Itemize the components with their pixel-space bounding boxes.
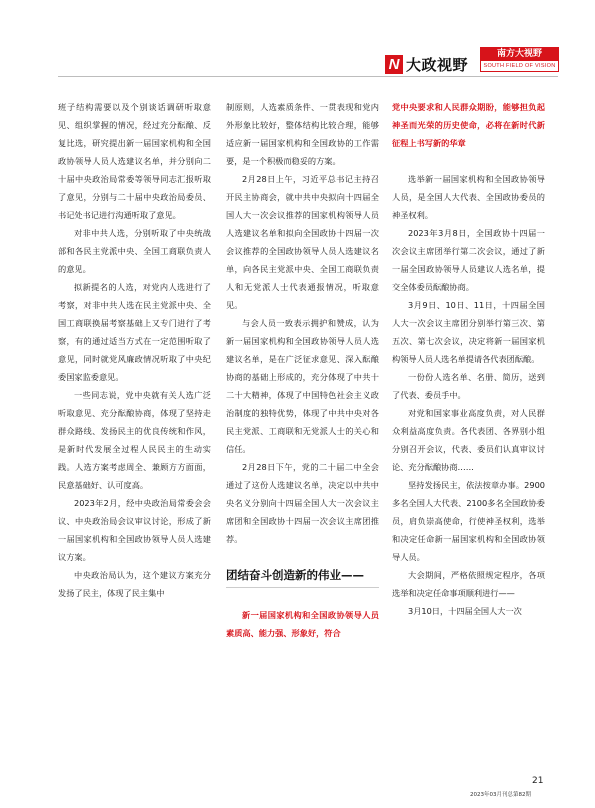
paragraph: 3月9日、10日、11日，十四届全国人大一次会议主席团分别举行第三次、第五次、第七次会议，决定将新一届国家机构领导人员人选名单提请各代表团酝酿。 <box>392 300 545 364</box>
paragraph: 3月10日，十四届全国人大一次 <box>407 606 522 616</box>
column-1 <box>58 98 211 602</box>
brand-name: 南方大视野 <box>481 48 558 61</box>
header-divider <box>58 76 558 77</box>
masthead-logo <box>385 49 557 78</box>
paragraph: 2023年3月8日，全国政协十四届一次会议主席团举行第二次会议，通过了新一届全国政协领导人员建议人选名单，提交全体委员酝酿协商。 <box>392 228 545 292</box>
paragraph: 选举新一届国家机构和全国政协领导人员，是全国人大代表、全国政协委员的神圣权利。 <box>392 174 545 220</box>
highlight-paragraph: 新一届国家机构和全国政协领导人员素质高、能力强、形象好，符合 <box>226 610 379 638</box>
paragraph: 对党和国家事业高度负责，对人民群众利益高度负责。各代表团、各界别小组分别召开会议，代表、委员们认真审议讨论、充分酝酿协商…… <box>392 408 545 472</box>
paragraph: 制原则，人选素质条件、一贯表现和党内外形象比较好，整体结构比较合理，能够适应新一届国家机构和全国政协的工作需要，是一个积极而稳妥的方案。 <box>226 102 379 166</box>
brand-box <box>480 47 559 72</box>
heading-rule <box>226 587 379 588</box>
logo-n-mark: N <box>385 55 403 74</box>
paragraph: 2月28日下午，党的二十届二中全会通过了这份人选建议名单，决定以中共中央名义分别向十四届全国人大一次会议主席团和全国政协十四届一次会议主席团推荐。 <box>226 462 379 544</box>
paragraph: 中央政治局认为，这个建议方案充分发扬了民主，体现了民主集中 <box>58 570 211 598</box>
column-2 <box>226 98 379 642</box>
paragraph: 对非中共人选，分别听取了中央统战部和各民主党派中央、全国工商联负责人的意见。 <box>58 228 211 274</box>
paragraph: 2023年2月，经中央政治局常委会会议、中央政治局会议审议讨论，形成了新一届国家机构和全国政协领导人员人选建议方案。 <box>58 498 211 562</box>
spacer <box>392 152 545 170</box>
column-3 <box>392 98 545 620</box>
paragraph: 大会期间，严格依照规定程序，各项选举和决定任命事项顺利进行—— <box>392 570 545 598</box>
paragraph: 班子结构需要以及个别谈话调研听取意见、组织掌握的情况，经过充分酝酿、反复比选，研究提出新一届国家机构和全国政协领导人员人选建议名单，并分别向二十届中央政治局常委等领导同志汇报听取了意见，分别与二十届中央政治局委员、书记处书记进行沟通听取了意见。 <box>58 102 211 220</box>
section-heading: 团结奋斗创造新的伟业—— <box>226 568 364 582</box>
paragraph: 2月28日上午，习近平总书记主持召开民主协商会，就中共中央拟向十四届全国人大一次会议推荐的国家机构领导人员人选建议名单和拟向全国政协十四届一次会议推荐的全国政协领导人员人选建议名单，向各民主党派中央、全国工商联负责人和无党派人士代表通报情况，听取意见。 <box>226 174 379 310</box>
paragraph: 一些同志说，党中央就有关人选广泛听取意见、充分酝酿协商，体现了坚持走群众路线、发扬民主的优良传统和作风，是新时代发展全过程人民民主的生动实践。人选方案考虑周全、兼顾方方面面，民意基础好、认可度高。 <box>58 390 211 490</box>
spacer <box>226 548 379 566</box>
brand-subtitle: SOUTH FIELD OF VISION <box>483 63 556 69</box>
paragraph: 一份份人选名单、名册、简历，送到了代表、委员手中。 <box>392 372 545 400</box>
paragraph: 与会人员一致表示拥护和赞成，认为新一届国家机构和全国政协领导人员人选建议名单，是在广泛征求意见、深入酝酿协商的基础上形成的，充分体现了中共十二十大精神，体现了中国特色社会主义政治制度的独特优势，体现了中共中央对各民主党派、工商联和无党派人士的关心和信任。 <box>226 318 379 454</box>
highlight-paragraph: 党中央要求和人民群众期盼，能够担负起神圣而光荣的历史使命，必将在新时代新征程上书写新的华章 <box>392 102 545 148</box>
paragraph: 拟新提名的人选，对党内人选进行了考察，对非中共人选在民主党派中央、全国工商联换届考察基础上又专门进行了考察，有的通过适当方式在一定范围听取了意见，同时就党风廉政情况听取了中央纪委国家监委意见。 <box>58 282 211 382</box>
page-number: 21 <box>532 776 544 786</box>
section-title: 大政视野 <box>406 56 469 74</box>
paragraph: 坚持发扬民主，依法按章办事。2900多名全国人大代表、2100多名全国政协委员，肩负崇高使命，行使神圣权利，选举和决定任命新一届国家机构和全国政协领导人员。 <box>392 480 545 562</box>
issue-label: 2023年03月刊总第82期 <box>470 792 531 798</box>
